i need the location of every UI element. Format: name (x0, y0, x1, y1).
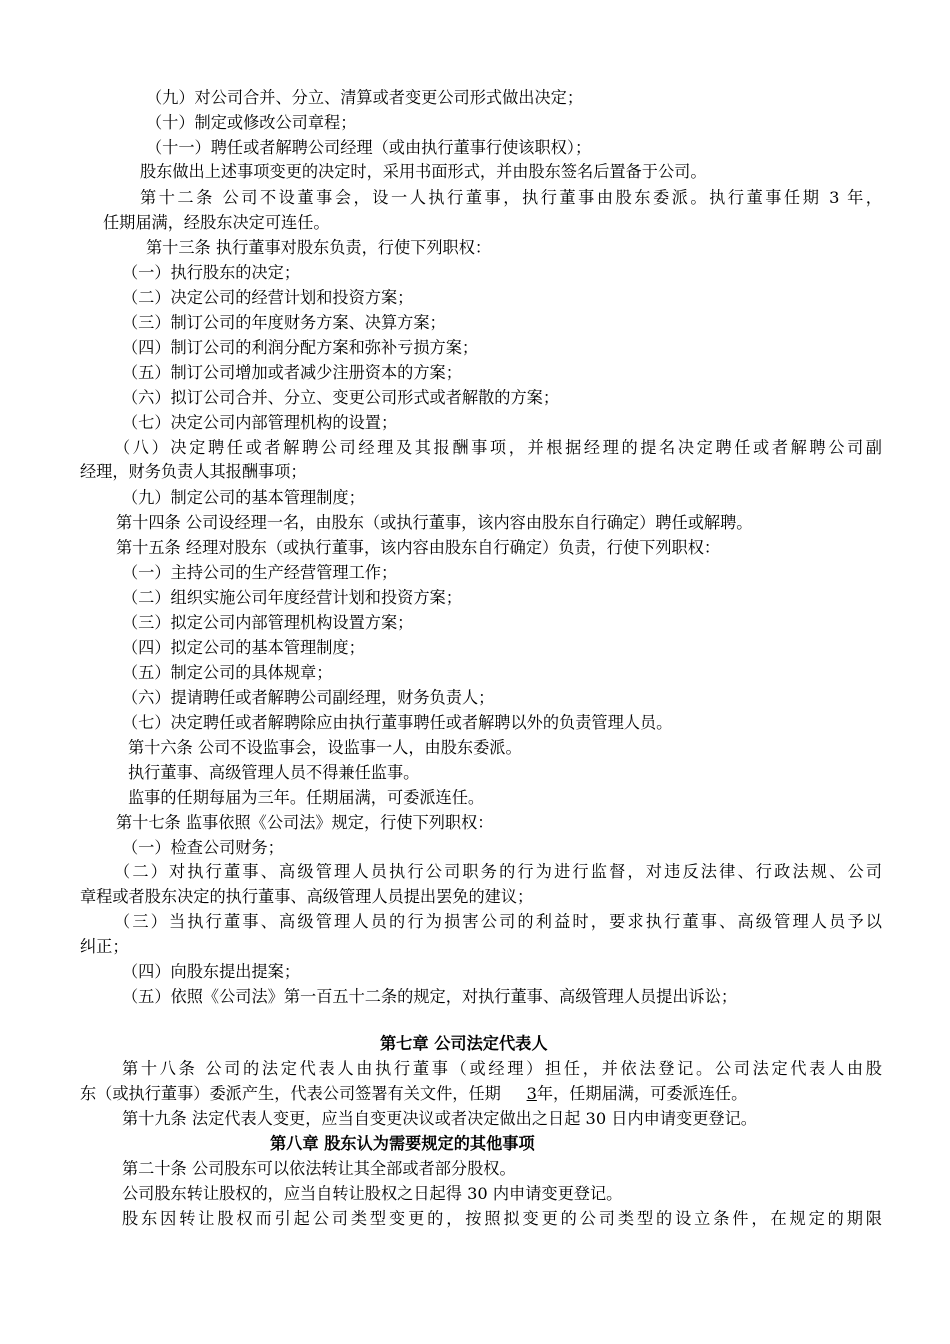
article-14: 第十四条 公司设经理一名，由股东（或执行董事，该内容由股东自行确定）聘任或解聘。 (116, 513, 753, 532)
article-13-item-4: （四）制订公司的利润分配方案和弥补亏损方案； (122, 338, 479, 357)
clause-11: （十一）聘任或者解聘公司经理（或由执行董事行使该职权）； (146, 138, 592, 157)
article-17: 第十七条 监事依照《公司法》规定，行使下列职权： (116, 813, 494, 832)
article-13-item-7: （七）决定公司内部管理机构的设置； (122, 413, 398, 432)
article-17-item-1: （一）检查公司财务； (122, 838, 284, 857)
article-17-item-2-cont: 章程或者股东决定的执行董事、高级管理人员提出罢免的建议； (80, 887, 534, 906)
article-13-item-5: （五）制订公司增加或者减少注册资本的方案； (122, 363, 462, 382)
article-13-item-9: （九）制定公司的基本管理制度； (122, 488, 365, 507)
article-15-item-7: （七）决定聘任或者解聘除应由执行董事聘任或者解聘以外的负责管理人员。 (122, 713, 673, 732)
article-13-item-8-cont: 经理，财务负责人其报酬事项； (80, 462, 307, 481)
article-17-item-5: （五）依照《公司法》第一百五十二条的规定，对执行董事、高级管理人员提出诉讼； (122, 987, 738, 1006)
chapter-7-heading: 第七章 公司法定代表人 (380, 1034, 548, 1053)
article-18-cont: 东（或执行董事）委派产生，代表公司签署有关文件，任期 3年，任期届满，可委派连任。 (80, 1084, 748, 1103)
shareholder-decision-note: 股东做出上述事项变更的决定时，采用书面形式，并由股东签名后置备于公司。 (140, 162, 707, 181)
clause-10: （十）制定或修改公司章程； (146, 113, 357, 132)
article-12-cont: 任期届满，经股东决定可连任。 (103, 213, 330, 232)
article-13-item-1: （一）执行股东的决定； (122, 263, 301, 282)
article-15-item-3: （三）拟定公司内部管理机构设置方案； (122, 613, 414, 632)
term-years-field: 3 (526, 1084, 537, 1103)
article-16-p3: 监事的任期每届为三年。任期届满，可委派连任。 (128, 788, 485, 807)
article-18: 第十八条 公司的法定代表人由执行董事（或经理）担任，并依法登记。公司法定代表人由股 (122, 1059, 882, 1078)
chapter-8-heading: 第八章 股东认为需要规定的其他事项 (270, 1134, 535, 1153)
article-13: 第十三条 执行董事对股东负责，行使下列职权： (146, 238, 492, 257)
article-20-p3: 股东因转让股权而引起公司类型变更的，按照拟变更的公司类型的设立条件，在规定的期限 (122, 1209, 882, 1228)
article-17-item-2: （二）对执行董事、高级管理人员执行公司职务的行为进行监督，对违反法律、行政法规、公司 (114, 862, 882, 881)
article-15-item-2: （二）组织实施公司年度经营计划和投资方案； (122, 588, 462, 607)
article-16-p2: 执行董事、高级管理人员不得兼任监事。 (128, 763, 420, 782)
article-20-p2: 公司股东转让股权的，应当自转让股权之日起得 30 内申请变更登记。 (122, 1184, 623, 1203)
article-15-item-4: （四）拟定公司的基本管理制度； (122, 638, 365, 657)
clause-9: （九）对公司合并、分立、清算或者变更公司形式做出决定； (146, 88, 584, 107)
article-13-item-3: （三）制订公司的年度财务方案、决算方案； (122, 313, 446, 332)
article-15: 第十五条 经理对股东（或执行董事，该内容由股东自行确定）负责，行使下列职权： (116, 538, 721, 557)
article-15-item-5: （五）制定公司的具体规章； (122, 663, 333, 682)
article-13-item-8: （八）决定聘任或者解聘公司经理及其报酬事项，并根据经理的提名决定聘任或者解聘公司副 (114, 438, 882, 457)
article-12: 第十二条 公司不设董事会，设一人执行董事，执行董事由股东委派。执行董事任期 3 年， (140, 188, 882, 207)
article-20: 第二十条 公司股东可以依法转让其全部或者部分股权。 (122, 1159, 516, 1178)
article-17-item-3-cont: 纠正； (80, 937, 129, 956)
article-13-item-2: （二）决定公司的经营计划和投资方案； (122, 288, 414, 307)
article-17-item-3: （三）当执行董事、高级管理人员的行为损害公司的利益时，要求执行董事、高级管理人员予以 (114, 912, 882, 931)
article-19: 第十九条 法定代表人变更，应当自变更决议或者决定做出之日起 30 日内申请变更登记。 (122, 1109, 757, 1128)
article-13-item-6: （六）拟订公司合并、分立、变更公司形式或者解散的方案； (122, 388, 560, 407)
article-15-item-1: （一）主持公司的生产经营管理工作； (122, 563, 398, 582)
article-16: 第十六条 公司不设监事会，设监事一人，由股东委派。 (128, 738, 522, 757)
article-17-item-4: （四）向股东提出提案； (122, 962, 301, 981)
article-15-item-6: （六）提请聘任或者解聘公司副经理，财务负责人； (122, 688, 495, 707)
